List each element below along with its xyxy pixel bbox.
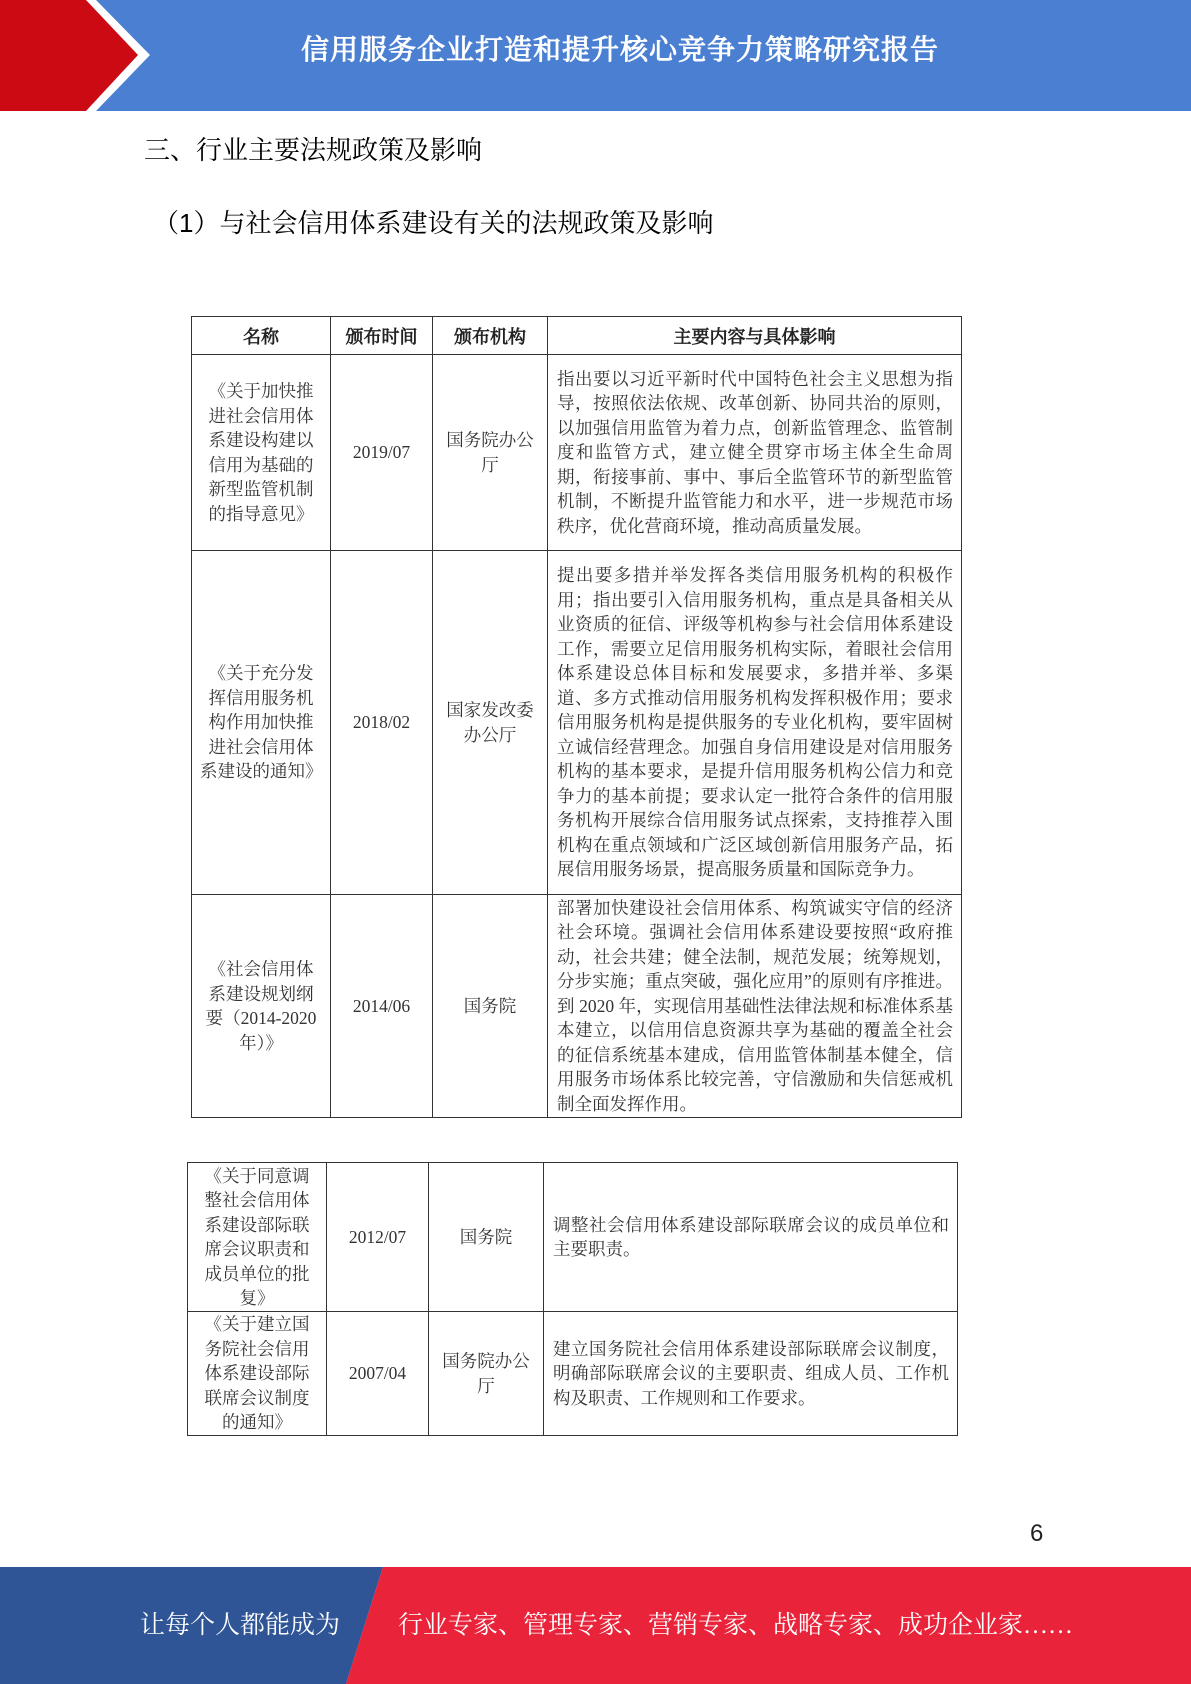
header-arrow-icon (0, 0, 150, 111)
footer-banner (0, 1567, 1191, 1684)
header-time: 颁布时间 (331, 317, 433, 355)
cell-org: 国务院办公厅 (433, 355, 548, 551)
cell-time: 2018/02 (331, 551, 433, 895)
subsection-title: （1）与社会信用体系建设有关的法规政策及影响 (153, 208, 714, 238)
cell-content: 建立国务院社会信用体系建设部际联席会议制度，明确部际联席会议的主要职责、组成人员、工作机构及职责、工作规则和工作要求。 (544, 1312, 958, 1436)
footer-slogan-left: 让每个人都能成为 (140, 1612, 341, 1639)
cell-time: 2014/06 (331, 895, 433, 1118)
footer-slogan-right: 行业专家、管理专家、营销专家、战略专家、成功企业家…… (398, 1612, 1074, 1639)
table-row (188, 1312, 958, 1436)
cell-content: 提出要多措并举发挥各类信用服务机构的积极作用；指出要引入信用服务机构，重点是具备相关从业资质的征信、评级等机构参与社会信用体系建设工作，需要立足信用服务机构实际，着眼社会信用体系建设总体目标和发展要求，多措并举、多渠道、多方式推动信用服务机构发挥积极作用；要求信用服务机构是提供服务的专业化机构，要牢固树立诚信经营理念。加强自身信用建设是对信用服务机构的基本要求，是提升信用服务机构公信力和竞争力的基本前提；要求认定一批符合条件的信用服务机构开展综合信用服务试点探索，支持推荐入围机构在重点领域和广泛区域创新信用服务产品，拓展信用服务场景，提高服务质量和国际竞争力。 (548, 551, 962, 895)
cell-org: 国务院办公厅 (429, 1312, 544, 1436)
table-header-row (192, 317, 962, 355)
section-title: 三、行业主要法规政策及影响 (144, 135, 483, 165)
regulations-table-part2 (187, 1162, 958, 1436)
cell-name: 《关于同意调整社会信用体系建设部际联席会议职责和成员单位的批复》 (188, 1163, 327, 1312)
cell-content: 调整社会信用体系建设部际联席会议的成员单位和主要职责。 (544, 1163, 958, 1312)
cell-name: 《关于加快推进社会信用体系建设构建以信用为基础的新型监管机制的指导意见》 (192, 355, 331, 551)
cell-time: 2019/07 (331, 355, 433, 551)
table-row (192, 895, 962, 1118)
cell-name: 《社会信用体系建设规划纲要（2014-2020年）》 (192, 895, 331, 1118)
cell-content: 指出要以习近平新时代中国特色社会主义思想为指导，按照依法依规、改革创新、协同共治的原则，以加强信用监管为着力点，创新监管理念、监管制度和监管方式，建立健全贯穿市场主体全生命周期，衔接事前、事中、事后全监管环节的新型监管机制，不断提升监管能力和水平，进一步规范市场秩序，优化营商环境，推动高质量发展。 (548, 355, 962, 551)
table-row (192, 551, 962, 895)
cell-org: 国家发改委办公厅 (433, 551, 548, 895)
table-row (188, 1163, 958, 1312)
cell-name: 《关于充分发挥信用服务机构作用加快推进社会信用体系建设的通知》 (192, 551, 331, 895)
regulations-table-part1 (191, 316, 962, 1118)
cell-content: 部署加快建设社会信用体系、构筑诚实守信的经济社会环境。强调社会信用体系建设要按照“政府推动，社会共建；健全法制，规范发展；统筹规划，分步实施；重点突破，强化应用”的原则有序推进。到 2020 年，实现信用基础性法律法规和标准体系基本建立，以信用信息资源共享为基础的覆盖全社会的征信系统基本建成，信用监管体制基本健全，信用服务市场体系比较完善，守信激励和失信惩戒机制全面发挥作用。 (548, 895, 962, 1118)
cell-time: 2012/07 (327, 1163, 429, 1312)
header-org: 颁布机构 (433, 317, 548, 355)
cell-name: 《关于建立国务院社会信用体系建设部际联席会议制度的通知》 (188, 1312, 327, 1436)
page-number: 6 (1030, 1520, 1044, 1547)
table-row (192, 355, 962, 551)
header-banner (0, 0, 1191, 111)
cell-org: 国务院 (433, 895, 548, 1118)
header-content: 主要内容与具体影响 (548, 317, 962, 355)
header-name: 名称 (192, 317, 331, 355)
cell-org: 国务院 (429, 1163, 544, 1312)
report-title: 信用服务企业打造和提升核心竞争力策略研究报告 (300, 34, 939, 65)
cell-time: 2007/04 (327, 1312, 429, 1436)
